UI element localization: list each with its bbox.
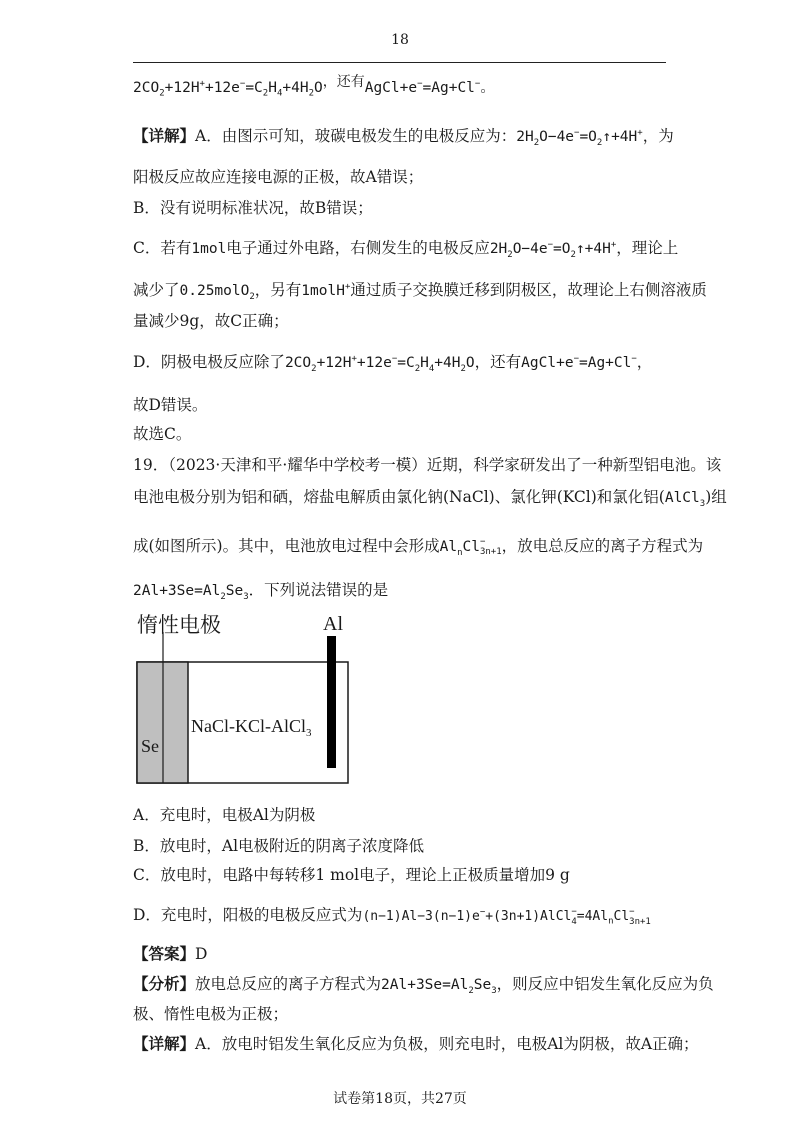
detail-d-line2: 故D错误。 bbox=[133, 396, 208, 414]
detail-a-line2: 阳极反应故应连接电源的正极，故A错误； bbox=[133, 168, 424, 186]
option-d: D．充电时，阳极的电极反应式为(n−1)Al−3(n−1)e−+(3n+1)AlCl − 4 $=4Al_nCl$ − 3n+1 bbox=[133, 906, 651, 927]
analysis-line1: 【分析】放电总反应的离子方程式为$2Al+3Se=Al_2Se_3$，则反应中铝发生氧化反应为负 bbox=[133, 974, 714, 996]
detail-c-line1: C．若有1mol电子通过外电路，右侧发生的电极反应$2H_2O-4e^-=O_2↑+4H^+$，理论上 bbox=[133, 239, 679, 260]
electrolyte-label: NaCl-KCl-AlCl$_3$ bbox=[191, 716, 312, 739]
analysis-line2: 极、惰性电极为正极； bbox=[133, 1005, 289, 1023]
detail-b-line: B．没有说明标准状况，故B错误； bbox=[133, 199, 373, 217]
page-number: 18 bbox=[391, 32, 409, 48]
detail2-a-line: 【详解】A．放电时铝发生氧化反应为负极，则充电时，电极Al为阴极，故A正确； bbox=[133, 1034, 699, 1053]
q19-line1: 19．（2023·天津和平·耀华中学校考一模）近期，科学家研发出了一种新型铝电池。该 bbox=[133, 456, 722, 474]
choose-line: 故选C。 bbox=[133, 425, 192, 443]
q19-line2: 电池电极分别为铝和硒，熔盐电解质由氯化钠(NaCl)、氯化钾(KCl)和氯化铝(AlCl$_3$)组 bbox=[133, 488, 727, 509]
inert-electrode-label: 惰性电极 bbox=[137, 613, 221, 637]
q19-line3: 成(如图所示)。其中，电池放电过程中会形成$Al_nCl$ − 3n+1 ，放电总反应的离子方程式为 bbox=[133, 537, 704, 558]
detail-a-line1: 【详解】A．由图示可知，玻碳电极发生的电极反应为：$2H_2O-4e^-=O_2↑+4H^+$，为 bbox=[133, 126, 674, 148]
option-b: B．放电时，Al电极附近的阴离子浓度降低 bbox=[133, 837, 425, 855]
detail-d-line1: D．阴极电极反应除了$2CO_2+12H^++12e^-=C_2H_4+4H_2O$，还有AgCl+e−=Ag+Cl−， bbox=[133, 353, 653, 374]
detail-c-line3: 量减少9g，故C正确； bbox=[133, 312, 289, 330]
page-footer: 试卷第18页，共27页 bbox=[333, 1091, 467, 1107]
se-label: Se bbox=[141, 736, 159, 756]
detail-c-line2: 减少了0.25molO$_2$，另有1molH+通过质子交换膜迁移到阴极区，故理论上右侧溶液质 bbox=[133, 281, 707, 302]
al-electrode bbox=[327, 636, 336, 768]
option-a: A．充电时，电极Al为阴极 bbox=[133, 806, 316, 824]
al-label: Al bbox=[323, 613, 343, 635]
battery-figure bbox=[133, 610, 373, 790]
option-c: C．放电时，电路中每转移1 mol电子，理论上正极质量增加9 g bbox=[133, 866, 570, 884]
top-equation-line: $2CO_2+12H^++12e^-=C_2H_4+4H_2O$，还有AgCl+e−=Ag+Cl−。 bbox=[133, 74, 495, 99]
header-rule bbox=[133, 62, 666, 63]
answer-line: 【答案】D bbox=[133, 944, 208, 963]
q19-line4: $2Al+3Se=Al_2Se_3$．下列说法错误的是 bbox=[133, 581, 389, 602]
